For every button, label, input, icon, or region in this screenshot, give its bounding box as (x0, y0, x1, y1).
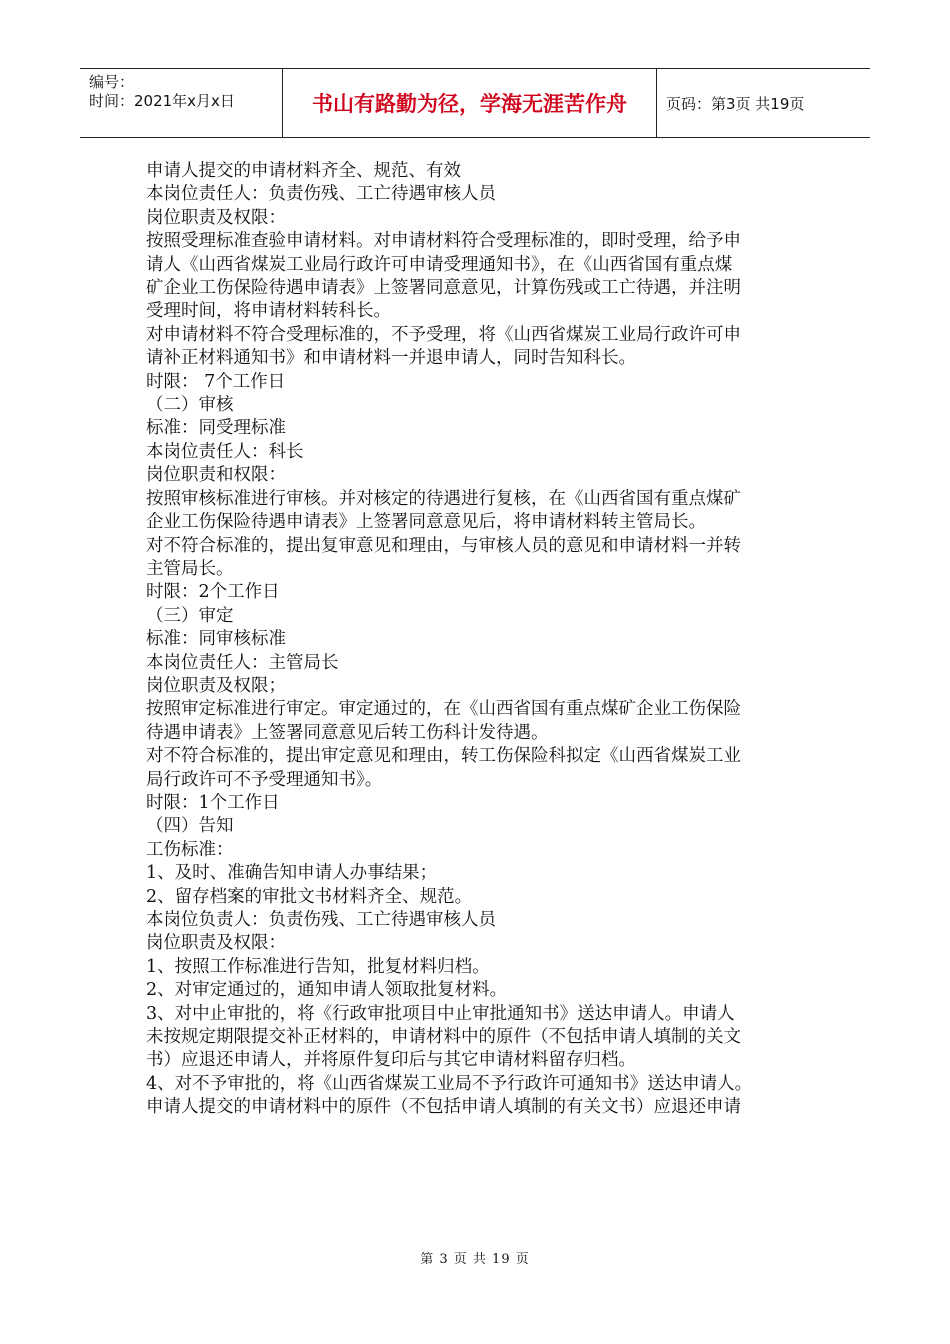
body-line: 标准：同审核标准 (146, 629, 286, 650)
body-line: 申请人提交的申请材料齐全、规范、有效 (146, 161, 461, 181)
body-line: 本岗位责任人：负责伤残、工亡待遇审核人员 (146, 184, 496, 205)
body-line: 时限： 7个工作日 (146, 371, 286, 392)
body-line: 标准：同受理标准 (146, 418, 286, 439)
body-line: 请人《山西省煤炭工业局行政许可申请受理通知书》，在《山西省国有重点煤 (146, 254, 733, 275)
body-line: 工伤标准： (146, 839, 234, 860)
header-meta (80, 69, 283, 137)
body-line: 本岗位责任人：科长 (146, 441, 304, 462)
body-line: 岗位职责及权限； (146, 675, 286, 696)
document-body (146, 160, 836, 1120)
body-line: 岗位职责和权限： (146, 465, 286, 486)
body-line: 时限：1个工作日 (146, 792, 280, 813)
body-line: 对不符合标准的，提出复审意见和理由，与审核人员的意见和申请材料一并转 (146, 535, 741, 556)
page-footer: 第 3 页 共 19 页 (420, 1252, 530, 1267)
body-line: 2、对审定通过的，通知申请人领取批复材料。 (146, 980, 508, 1001)
body-line: 本岗位负责人：负责伤残、工亡待遇审核人员 (146, 910, 496, 930)
body-line: 按照审定标准进行审定。审定通过的，在《山西省国有重点煤矿企业工伤保险 (146, 699, 741, 720)
body-line: 岗位职责及权限： (146, 933, 286, 954)
body-line: 本岗位责任人：主管局长 (146, 652, 339, 673)
body-line: 对申请材料不符合受理标准的，不予受理，将《山西省煤炭工业局行政许可申 (146, 324, 741, 345)
body-line: 待遇申请表》上签署同意意见后转工伤科计发待遇。 (146, 722, 549, 743)
body-line: 1、按照工作标准进行告知，批复材料归档。 (146, 956, 490, 977)
body-line: 申请人提交的申请材料中的原件（不包括申请人填制的有关文书）应退还申请 (146, 1097, 741, 1118)
body-line: 书）应退还申请人，并将原件复印后与其它申请材料留存归档。 (146, 1050, 636, 1071)
header-page-info: 页码：第3页 共19页 (666, 94, 805, 113)
body-line: 岗位职责及权限： (146, 207, 286, 228)
body-line: 受理时间，将申请材料转科长。 (146, 301, 391, 322)
body-line: 矿企业工伤保险待遇申请表》上签署同意意见，计算伤残或工亡待遇，并注明 (146, 278, 741, 299)
body-line: 时限：2个工作日 (146, 582, 280, 603)
header-motto: 书山有路勤为径，学海无涯苦作舟 (283, 69, 657, 137)
body-line: （四）告知 (146, 816, 234, 837)
body-line: 未按规定期限提交补正材料的，申请材料中的原件（不包括申请人填制的关文 (146, 1027, 741, 1048)
body-line: 对不符合标准的，提出审定意见和理由，转工伤保险科拟定《山西省煤炭工业 (146, 746, 741, 767)
body-line: 按照审核标准进行审核。并对核定的待遇进行复核，在《山西省国有重点煤矿 (146, 488, 741, 509)
body-line: 局行政许可不予受理通知书》。 (146, 769, 383, 790)
body-line: 3、对中止审批的，将《行政审批项目中止审批通知书》送达申请人。申请人 (146, 1003, 735, 1024)
body-line: 4、对不予审批的，将《山西省煤炭工业局不予行政许可通知书》送达申请人。 (146, 1073, 753, 1094)
body-line: 请补正材料通知书》和申请材料一并退申请人，同时告知科长。 (146, 348, 636, 369)
body-line: 企业工伤保险待遇申请表》上签署同意意见后，将申请材料转主管局长。 (146, 512, 706, 533)
body-line: 按照受理标准查验申请材料。对申请材料符合受理标准的，即时受理，给予申 (146, 231, 741, 252)
page-header (80, 68, 870, 138)
document-number: 编号： (89, 73, 135, 91)
body-line: （二）审核 (146, 395, 234, 416)
body-line: （三）审定 (146, 605, 234, 626)
body-line: 1、及时、准确告知申请人办事结果； (146, 863, 438, 884)
document-date: 时间：2021年x月x日 (89, 92, 235, 110)
body-line: 主管局长。 (146, 558, 234, 579)
body-line: 2、留存档案的审批文书材料齐全、规范。 (146, 886, 473, 907)
